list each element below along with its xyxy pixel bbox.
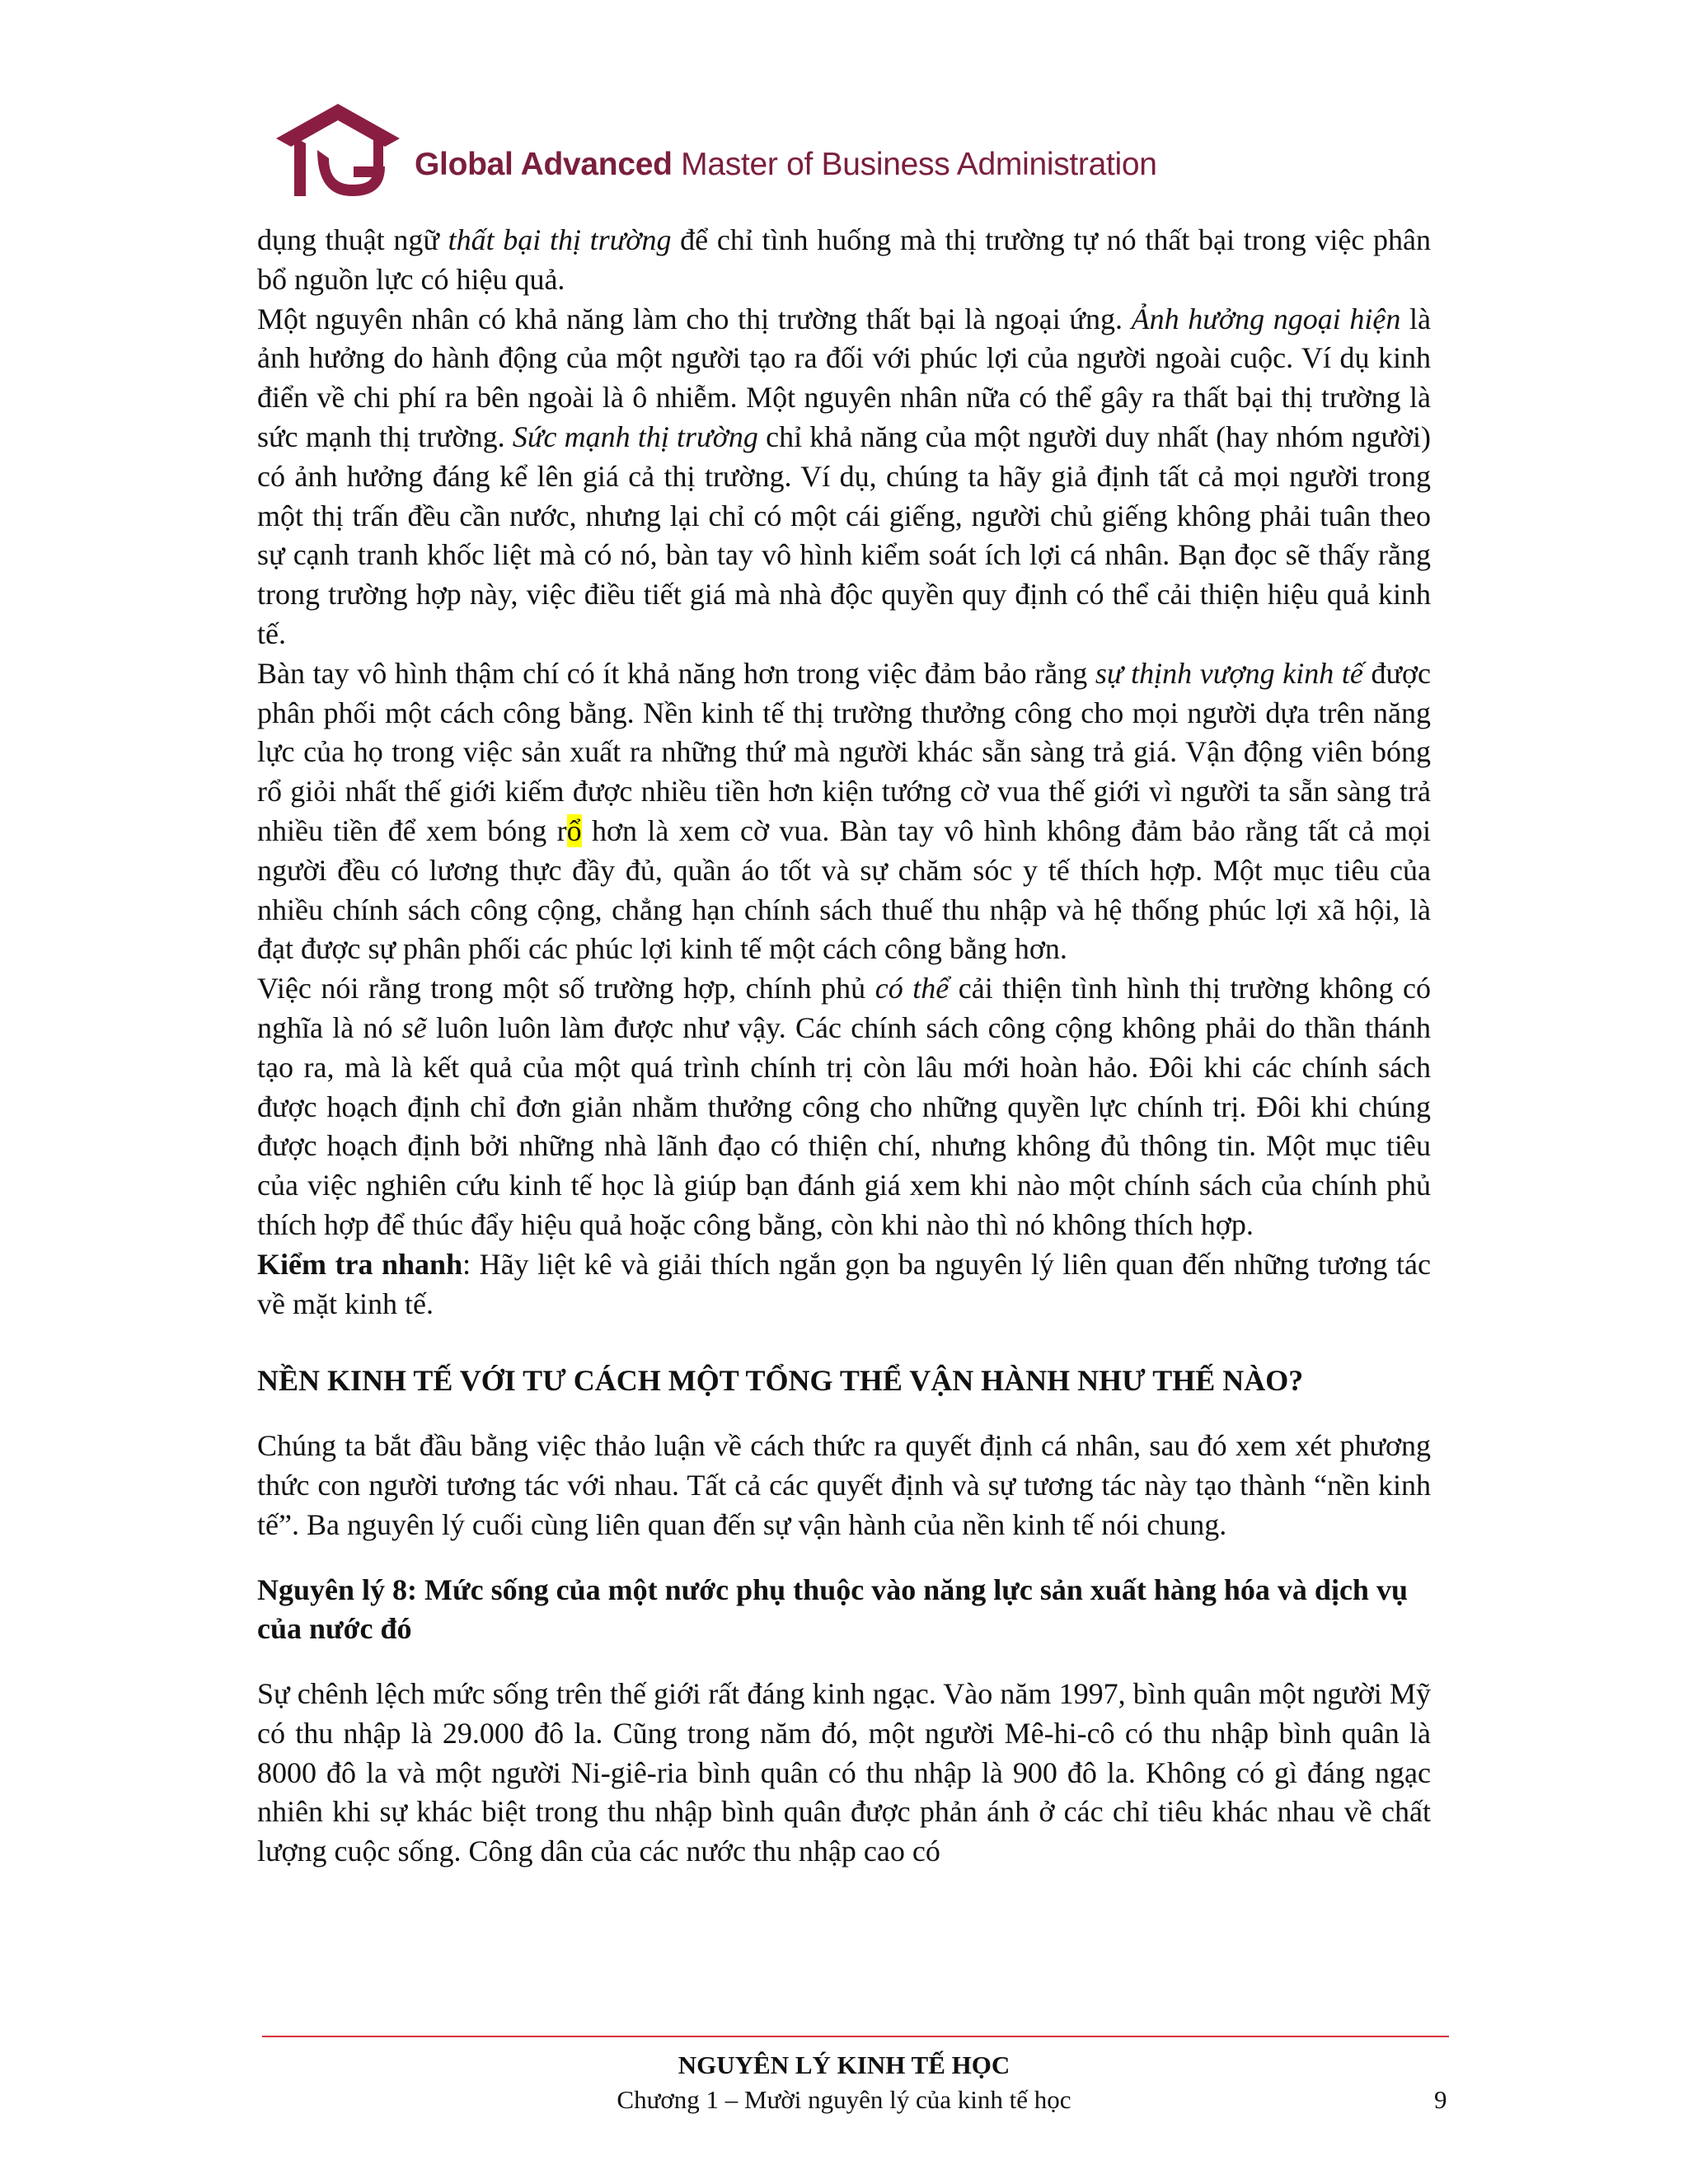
- paragraph-1: [257, 221, 1431, 300]
- text: dụng thuật ngữ: [257, 223, 448, 256]
- page-number: 9: [1434, 2085, 1447, 2114]
- section-heading: NỀN KINH TẾ VỚI TƯ CÁCH MỘT TỔNG THỂ VẬN HÀNH NHƯ THẾ NÀO?: [257, 1364, 1304, 1398]
- text: Việc nói rằng trong một số trường hợp, chính phủ: [257, 972, 875, 1005]
- text: luôn luôn làm được như vậy. Các chính sách công cộng không phải do thần thánh tạo ra, mà là kết quả của một quá trình chính trị còn lâu mới hoàn hảo. Đôi khi các chính sách được hoạch định chỉ đơn giản nhằm thưởng công cho những quyền lực chính trị. Đôi khi chúng được hoạch định bởi những nhà lãnh đạo có thiện chí, nhưng không đủ thông tin. Một mục tiêu của việc nghiên cứu kinh tế học là giúp bạn đánh giá xem khi nào một chính sách của chính phủ thích hợp để thúc đẩy hiệu quả hoặc công bằng, còn khi nào thì nó không thích hợp.: [257, 1010, 1431, 1241]
- term-italic: thất bại thị trường: [448, 223, 672, 256]
- text: để chỉ tình huống mà thị trường tự nó thất bại trong việc phân bổ nguồn lực có hiệu quả.: [257, 223, 1432, 296]
- gamba-logo-icon: [276, 99, 400, 202]
- footer-chapter: Chương 1 – Mười nguyên lý của kinh tế học: [617, 2085, 1071, 2114]
- paragraph-3: [257, 654, 1431, 969]
- text: hơn là xem cờ vua. Bàn tay vô hình không đảm bảo rằng tất cả mọi người đều có lương thực đầy đủ, quần áo tốt và sự chăm sóc y tế thích hợp. Một mục tiêu của nhiều chính sách công cộng, chẳng hạn chính sách thuế thu nhập và hệ thống phúc lợi xã hội, là đạt được sự phân phối các phúc lợi kinh tế một cách công bằng hơn.: [257, 813, 1431, 966]
- text: Một nguyên nhân có khả năng làm cho thị trường thất bại là ngoại ứng.: [257, 302, 1132, 335]
- term-italic: Ảnh hưởng ngoại hiện: [1131, 302, 1401, 335]
- brand-name-rest: Master of Business Administration: [681, 147, 1157, 182]
- paragraph-4: [257, 969, 1431, 1245]
- main-content: [257, 221, 1431, 1872]
- paragraph-7: Sự chênh lệch mức sống trên thế giới rất đáng kinh ngạc. Vào năm 1997, bình quân một người Mỹ có thu nhập là 29.000 đô la. Cũng trong năm đó, một người Mê-hi-cô có thu nhập bình quân là 8000 đô la và một người Ni-giê-ria bình quân có thu nhập là 900 đô la. Không có gì đáng ngạc nhiên khi sự khác biệt trong thu nhập bình quân được phản ánh ở các chỉ tiêu khác nhau về chất lượng cuộc sống. Công dân của các nước thu nhập cao có: [257, 1677, 1431, 1868]
- paragraph-2: [257, 300, 1431, 654]
- paragraph-6: Chúng ta bắt đầu bằng việc thảo luận về cách thức ra quyết định cá nhân, sau đó xem xét phương thức con người tương tác với nhau. Tất cả các quyết định và sự tương tác này tạo thành “nền kinh tế”. Ba nguyên lý cuối cùng liên quan đến sự vận hành của nền kinh tế nói chung.: [257, 1429, 1431, 1541]
- term-italic: Sức mạnh thị trường: [512, 419, 758, 453]
- term-italic: có thể: [874, 972, 950, 1005]
- text: Bàn tay vô hình thậm chí có ít khả năng hơn trong việc đảm bảo rằng: [257, 656, 1095, 690]
- text: chỉ khả năng của một người duy nhất (hay nhóm người) có ảnh hưởng đáng kể lên giá cả thị trường. Ví dụ, chúng ta hãy giả định tất cả mọi người trong một thị trấn đều cần nước, nhưng lại chỉ có một cái giếng, người chủ giếng không phải tuân theo sự cạnh tranh khốc liệt mà có nó, bàn tay vô hình kiểm soát ích lợi cá nhân. Bạn đọc sẽ thấy rằng trong trường hợp này, việc điều tiết giá mà nhà độc quyền quy định có thể cải thiện hiệu quả kinh tế.: [257, 419, 1431, 650]
- page-header: [276, 99, 1157, 206]
- highlighted-text: ổ: [566, 813, 582, 847]
- quick-check-label: Kiểm tra nhanh: [257, 1247, 463, 1281]
- footer-divider: [262, 2036, 1449, 2037]
- quick-check: [257, 1245, 1431, 1324]
- text: cải thiện tình hình thị trường không có nghĩa là nó: [257, 972, 1431, 1044]
- brand-name: [415, 147, 1157, 183]
- brand-name-bold: Global Advanced: [415, 147, 673, 182]
- term-italic: sự thịnh vượng kinh tế: [1095, 656, 1363, 690]
- term-italic: sẽ: [401, 1010, 427, 1044]
- text: : Hãy liệt kê và giải thích ngắn gọn ba nguyên lý liên quan đến những tương tác về mặt kinh tế.: [257, 1247, 1431, 1320]
- principle-heading: Nguyên lý 8: Mức sống của một nước phụ thuộc vào năng lực sản xuất hàng hóa và dịch vụ của nước đó: [257, 1572, 1408, 1646]
- footer-book-title: NGUYÊN LÝ KINH TẾ HỌC: [678, 2050, 1010, 2079]
- text: được phân phối một cách công bằng. Nền kinh tế thị trường thưởng công cho mọi người dựa trên năng lực của họ trong việc sản xuất ra những thứ mà người khác sẵn sàng trả giá. Vận động viên bóng rổ giỏi nhất thế giới kiếm được nhiều tiền hơn kiện tướng cờ vua thế giới vì người ta sẵn sàng trả nhiều tiền để xem bóng r: [257, 656, 1432, 847]
- text: là ảnh hưởng do hành động của một người tạo ra đối với phúc lợi của người ngoài cuộc. Ví dụ kinh điển về chi phí ra bên ngoài là ô nhiễm. Một nguyên nhân nữa có thể gây ra thất bại thị trường là sức mạnh thị trường.: [257, 302, 1432, 453]
